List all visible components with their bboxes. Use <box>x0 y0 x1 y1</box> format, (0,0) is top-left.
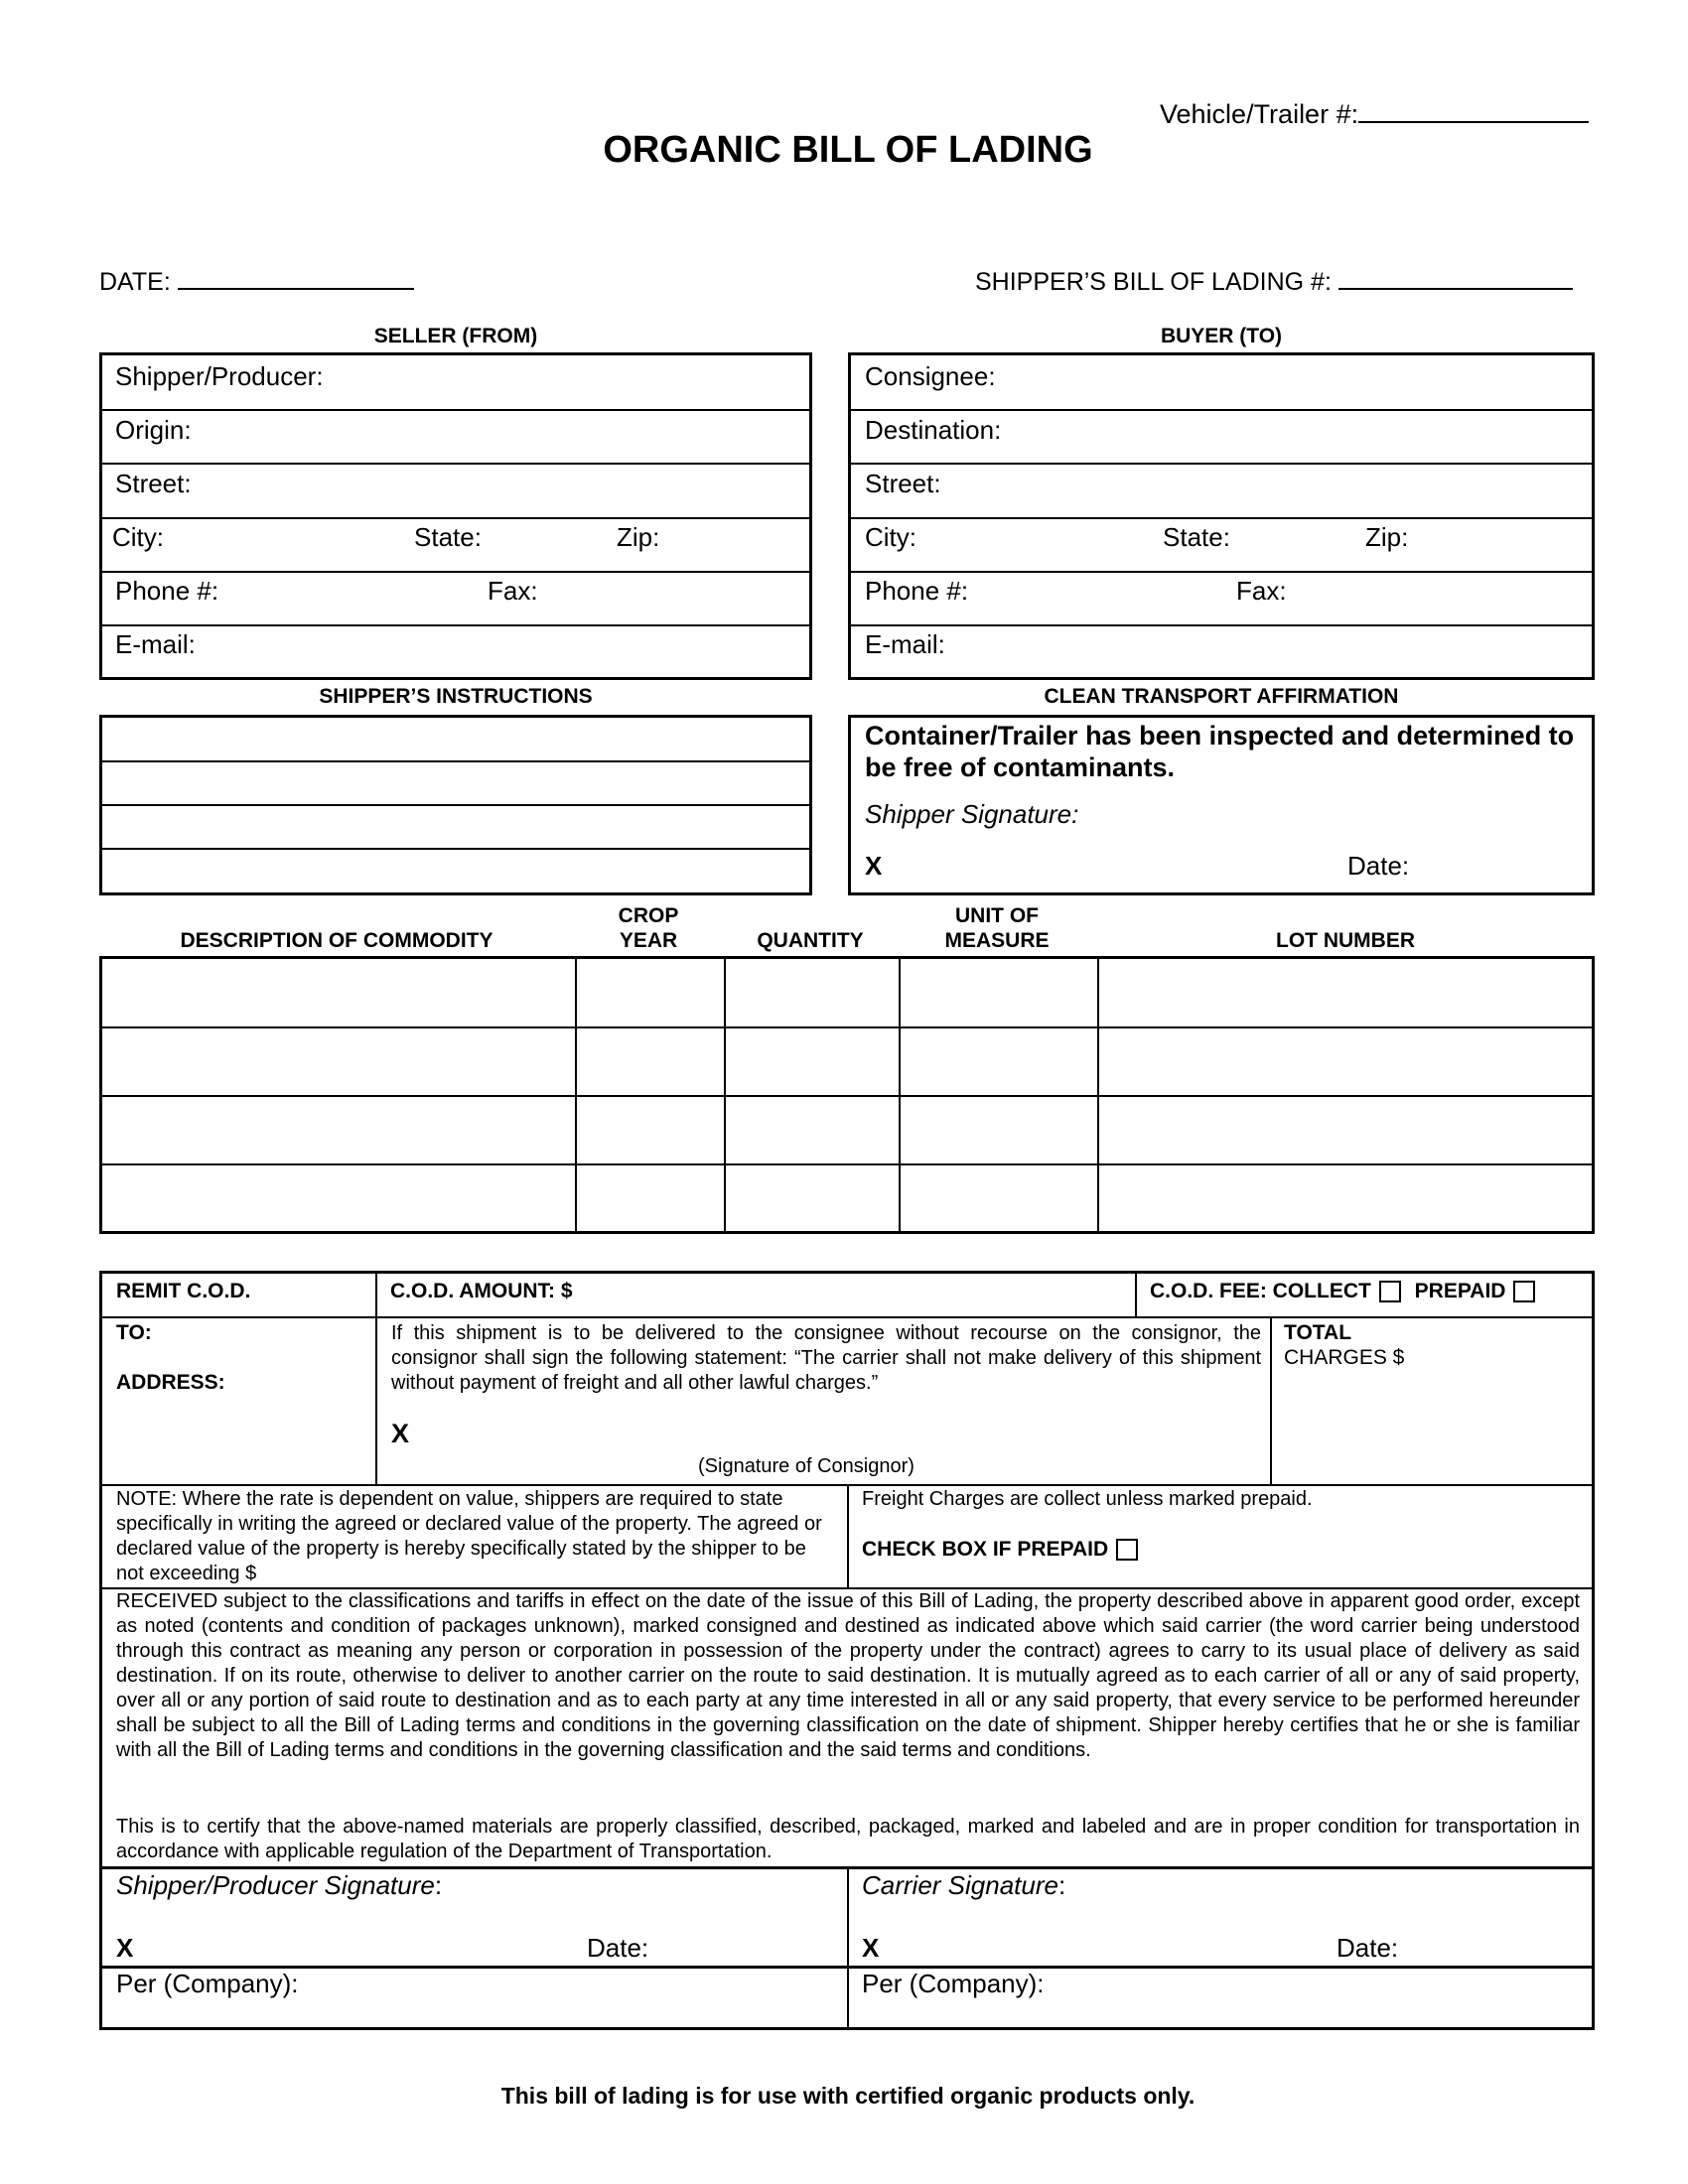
vehicle-trailer-label: Vehicle/Trailer #: <box>1160 99 1359 129</box>
consignor-x-mark: X <box>391 1419 410 1448</box>
buyer-city-label: City: <box>865 522 916 552</box>
col-crop-line1: CROP <box>618 904 679 927</box>
seller-email-label: E-mail: <box>115 629 196 659</box>
buyer-email-label: E-mail: <box>865 629 945 659</box>
col-quantity: QUANTITY <box>757 929 864 952</box>
buyer-phone-label: Phone #: <box>865 576 969 606</box>
shipper-signature-label: Shipper Signature: <box>865 799 1079 829</box>
prepaid-checkbox[interactable] <box>1513 1281 1535 1302</box>
shipper-x-mark: X <box>116 1933 134 1963</box>
destination-label: Destination: <box>865 415 1002 445</box>
vehicle-trailer-line[interactable] <box>1358 121 1589 123</box>
seller-heading: SELLER (FROM) <box>373 325 538 347</box>
buyer-box <box>848 352 1595 680</box>
date-field[interactable] <box>99 268 414 297</box>
cod-prepaid-label: PREPAID <box>1414 1280 1506 1302</box>
page-title: ORGANIC BILL OF LADING <box>603 129 1093 171</box>
freight-charges-note: Freight Charges are collect unless marked prepaid. <box>862 1488 1313 1510</box>
instructions-box[interactable] <box>99 715 812 895</box>
affirmation-date-label: Date: <box>1347 851 1410 881</box>
signature-of-consignor: (Signature of Consignor) <box>698 1455 914 1477</box>
received-terms: RECEIVED subject to the classifications and tariffs in effect on the date of the issue of this Bill of Lading, the property described above in apparent good order, except as noted (contents and condition of packages unknown), marked consigned and destined as indicated above which said carrier (the word carrier being understood through this contract as meaning any person or corporation in possession of the property under the contract) agrees to carry to its usual place of delivery as said destination. If on its route, otherwise to deliver to another carrier on the route to said destination. It is mutually agreed as to each carrier of all or any of said property, over all or any portion of said route to destination and as to each party at any time interested in all or any said property, that every service to be performed hereunder shall be subject to all the Bill of Lading terms and conditions in the governing classification on the date of shipment. Shipper hereby certifies that he or she is familiar with all the Bill of Lading terms and conditions in the governing classification and the said terms and conditions. <box>116 1590 1580 1761</box>
seller-street-label: Street: <box>115 469 192 498</box>
cod-fee-field <box>1150 1280 1535 1303</box>
shipper-bol-line[interactable] <box>1338 288 1573 290</box>
col-crop-year <box>574 903 723 953</box>
seller-state-label: State: <box>414 522 482 552</box>
dot-certification: This is to certify that the above-named materials are properly classified, described, packaged, marked and labeled and are in proper condition for transportation in accordance with applicable regulation of the Department of Transportation. <box>116 1816 1580 1862</box>
shipper-bol-field[interactable] <box>975 268 1573 297</box>
declared-value-note: NOTE: Where the rate is dependent on value, shippers are required to state specifically in writing the agreed or declared value of the property. The agreed or declared value of the property is hereby specifically stated by the shipper to be not exceeding $ <box>116 1488 822 1584</box>
terms-block <box>99 1271 1595 2030</box>
commodity-table[interactable] <box>99 956 1595 1234</box>
shipper-per-company-label: Per (Company): <box>116 1969 299 1998</box>
date-label: DATE: <box>99 268 171 296</box>
shipper-producer-label: Shipper/Producer: <box>115 361 324 391</box>
carrier-per-company-label: Per (Company): <box>862 1969 1045 1998</box>
remit-cod-label: REMIT C.O.D. <box>116 1280 251 1302</box>
shipper-sig-colon: : <box>434 1870 443 1900</box>
shipper-producer-signature-label <box>116 1870 442 1901</box>
carrier-sig-colon: : <box>1057 1870 1066 1900</box>
carrier-signature-text: Carrier Signature <box>862 1870 1058 1900</box>
collect-checkbox[interactable] <box>1379 1281 1401 1302</box>
buyer-zip-label: Zip: <box>1365 522 1409 552</box>
cod-to-label: TO: <box>116 1321 152 1344</box>
buyer-street-label: Street: <box>865 469 941 498</box>
col-unit-measure <box>898 903 1096 953</box>
carrier-signature-label <box>862 1870 1065 1901</box>
charges-label: CHARGES $ <box>1284 1346 1405 1369</box>
check-prepaid-field <box>862 1538 1138 1562</box>
carrier-date-label: Date: <box>1336 1933 1399 1963</box>
col-lot-number: LOT NUMBER <box>1276 929 1415 952</box>
seller-fax-label: Fax: <box>488 576 538 606</box>
seller-box <box>99 352 812 680</box>
affirmation-box <box>848 715 1595 895</box>
origin-label: Origin: <box>115 415 192 445</box>
recourse-statement: If this shipment is to be delivered to the consignee without recourse on the consignor, the consignor shall sign the following statement: “The carrier shall not make delivery of this shipment without payment of freight and all other lawful charges.” <box>391 1322 1261 1394</box>
seller-phone-label: Phone #: <box>115 576 219 606</box>
check-prepaid-label: CHECK BOX IF PREPAID <box>862 1538 1109 1561</box>
total-label: TOTAL <box>1284 1321 1352 1344</box>
affirmation-statement: Container/Trailer has been inspected and determined to be free of contaminants. <box>865 721 1575 782</box>
col-unit-line1: UNIT OF <box>955 904 1039 927</box>
seller-city-label: City: <box>112 522 164 552</box>
seller-zip-label: Zip: <box>617 522 660 552</box>
vehicle-trailer-field[interactable] <box>1160 99 1589 130</box>
col-crop-line2: YEAR <box>619 929 678 952</box>
total-charges <box>1284 1320 1404 1370</box>
affirmation-x-mark: X <box>865 851 883 881</box>
cod-address-label: ADDRESS: <box>116 1371 225 1394</box>
consignee-label: Consignee: <box>865 361 996 391</box>
shipper-date-label: Date: <box>587 1933 649 1963</box>
col-description: DESCRIPTION OF COMMODITY <box>180 929 493 952</box>
date-line[interactable] <box>178 288 414 290</box>
col-unit-line2: MEASURE <box>944 929 1050 952</box>
footer-note: This bill of lading is for use with certified organic products only. <box>500 2083 1196 2109</box>
buyer-heading: BUYER (TO) <box>1160 325 1283 347</box>
instructions-heading: SHIPPER’S INSTRUCTIONS <box>319 685 593 708</box>
buyer-state-label: State: <box>1163 522 1230 552</box>
check-prepaid-checkbox[interactable] <box>1116 1539 1138 1561</box>
carrier-x-mark: X <box>862 1933 880 1963</box>
affirmation-heading: CLEAN TRANSPORT AFFIRMATION <box>1044 685 1399 708</box>
shipper-producer-signature-text: Shipper/Producer Signature <box>116 1870 435 1900</box>
cod-amount-label: C.O.D. AMOUNT: $ <box>390 1280 573 1302</box>
cod-fee-collect-label: C.O.D. FEE: COLLECT <box>1150 1280 1371 1302</box>
buyer-fax-label: Fax: <box>1236 576 1287 606</box>
shipper-bol-label: SHIPPER’S BILL OF LADING #: <box>975 268 1332 296</box>
